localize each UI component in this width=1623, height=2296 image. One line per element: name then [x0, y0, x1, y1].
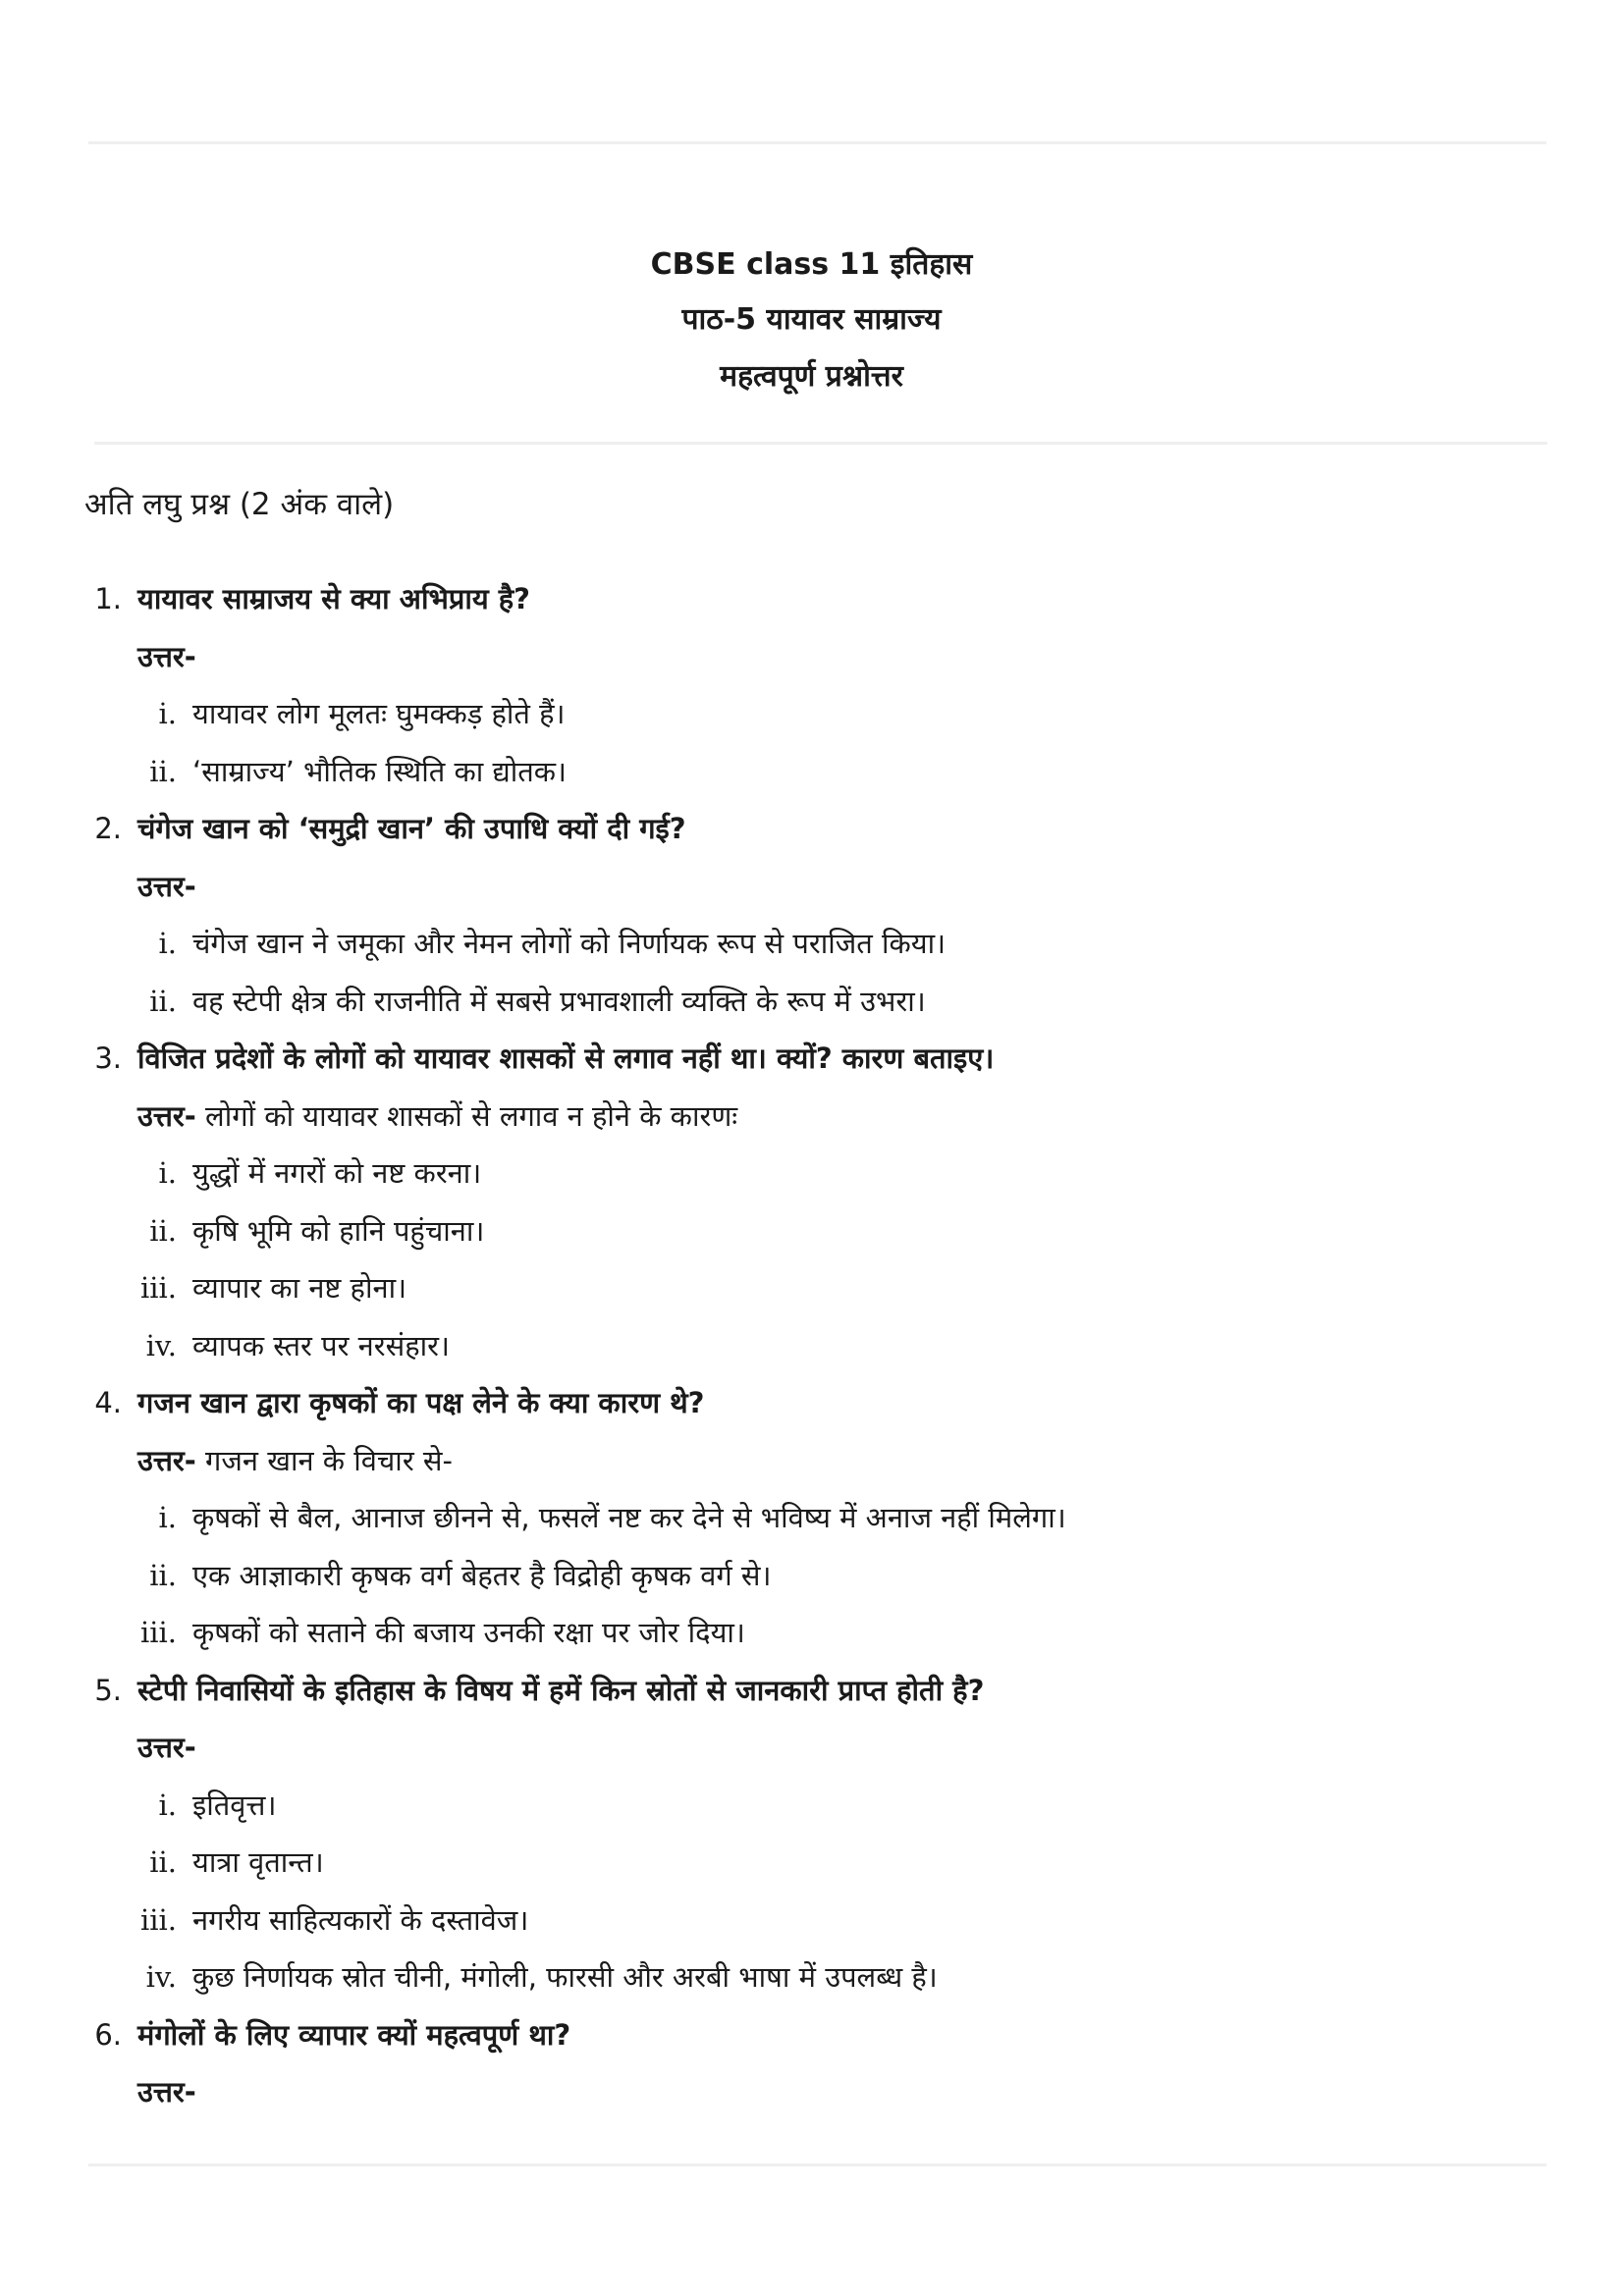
- point-numeral: ii.: [149, 984, 177, 1018]
- answer: [137, 867, 196, 906]
- question-number: 2.: [94, 812, 122, 845]
- point-text: कृषकों से बैल, आनाज छीनने से, फसलें नष्ट कर देने से भविष्य में अनाज नहीं मिलेगा।: [192, 1501, 1066, 1534]
- point-text: कृषकों को सताने की बजाय उनकी रक्षा पर जोर दिया।: [192, 1616, 745, 1649]
- point-text: व्यापक स्तर पर नरसंहार।: [192, 1328, 450, 1362]
- point-text: यात्रा वृतान्त।: [192, 1845, 324, 1879]
- question-text: गजन खान द्वारा कृषकों का पक्ष लेने के क्या कारण थे?: [137, 1386, 705, 1419]
- answer: [137, 2072, 196, 2111]
- point-numeral: ii.: [149, 1213, 177, 1248]
- answer-label: उत्तर-: [137, 869, 196, 903]
- subtitle: महत्वपूर्ण प्रश्नोत्तर: [720, 359, 903, 394]
- point-numeral: iii.: [139, 1616, 177, 1649]
- answer-label: उत्तर-: [137, 2075, 196, 2109]
- document-title: CBSE class 11 इतिहास: [650, 247, 973, 282]
- answer: [137, 1441, 453, 1480]
- point-text: नगरीय साहित्यकारों के दस्तावेज।: [192, 1902, 529, 1937]
- point-text: चंगेज खान ने जमूका और नेमन लोगों को निर्णायक रूप से पराजित किया।: [192, 927, 947, 960]
- question-text: मंगोलों के लिए व्यापार क्यों महत्वपूर्ण था?: [137, 2017, 571, 2052]
- answer-label: उत्तर-: [137, 1098, 196, 1133]
- answer: [137, 637, 196, 676]
- point-numeral: ii.: [149, 1845, 177, 1879]
- point-text: व्यापार का नष्ट होना।: [192, 1271, 407, 1305]
- point-text: इतिवृत्त।: [192, 1788, 277, 1822]
- answer-label: उत्तर-: [137, 639, 196, 673]
- question-number: 1.: [94, 582, 122, 615]
- question-number: 6.: [94, 2017, 122, 2052]
- point-text: युद्धों में नगरों को नष्ट करना।: [192, 1156, 482, 1190]
- point-numeral: i.: [158, 697, 177, 730]
- point-numeral: i.: [158, 1156, 177, 1190]
- point-text: ‘साम्राज्य’ भौतिक स्थिति का द्योतक।: [192, 754, 568, 788]
- answer: [137, 1728, 196, 1767]
- question-text: चंगेज खान को ‘समुद्री खान’ की उपाधि क्यों दी गई?: [137, 812, 686, 845]
- point-numeral: iii.: [139, 1271, 177, 1305]
- bottom-divider: [88, 2163, 1546, 2166]
- point-text: वह स्टेपी क्षेत्र की राजनीति में सबसे प्रभावशाली व्यक्ति के रूप में उभरा।: [192, 984, 926, 1018]
- point-numeral: i.: [158, 927, 177, 960]
- top-divider: [88, 141, 1546, 144]
- answer-label: उत्तर-: [137, 1731, 196, 1764]
- question-text: विजित प्रदेशों के लोगों को यायावर शासकों से लगाव नहीं था। क्यों? कारण बताइए।: [137, 1041, 995, 1075]
- question-text: यायावर साम्राजय से क्या अभिप्राय है?: [137, 582, 530, 615]
- point-numeral: iv.: [145, 1328, 177, 1362]
- chapter-title: पाठ-5 यायावर साम्राज्य: [681, 302, 942, 337]
- point-numeral: iv.: [145, 1960, 177, 1994]
- answer: [137, 1096, 737, 1136]
- header-divider: [94, 442, 1547, 445]
- point-text: कृषि भूमि को हानि पहुंचाना।: [192, 1213, 485, 1248]
- point-text: यायावर लोग मूलतः घुमक्कड़ होते हैं।: [192, 697, 566, 730]
- point-numeral: iii.: [139, 1902, 177, 1937]
- point-numeral: ii.: [149, 1558, 177, 1592]
- question-text: स्टेपी निवासियों के इतिहास के विषय में हमें किन स्रोतों से जानकारी प्राप्त होती है?: [137, 1673, 985, 1707]
- question-number: 3.: [94, 1041, 122, 1075]
- point-numeral: i.: [158, 1501, 177, 1534]
- answer-intro: गजन खान के विचार से-: [195, 1443, 453, 1477]
- answer-label: उत्तर-: [137, 1443, 196, 1477]
- point-numeral: ii.: [149, 754, 177, 788]
- answer-intro: लोगों को यायावर शासकों से लगाव न होने के कारणः: [195, 1098, 738, 1133]
- question-number: 5.: [94, 1673, 122, 1707]
- section-title: अति लघु प्रश्न (2 अंक वाले): [84, 487, 395, 522]
- point-text: कुछ निर्णायक स्रोत चीनी, मंगोली, फारसी और अरबी भाषा में उपलब्ध है।: [192, 1960, 938, 1994]
- question-number: 4.: [94, 1386, 122, 1419]
- point-numeral: i.: [158, 1788, 177, 1822]
- point-text: एक आज्ञाकारी कृषक वर्ग बेहतर है विद्रोही कृषक वर्ग से।: [192, 1558, 772, 1592]
